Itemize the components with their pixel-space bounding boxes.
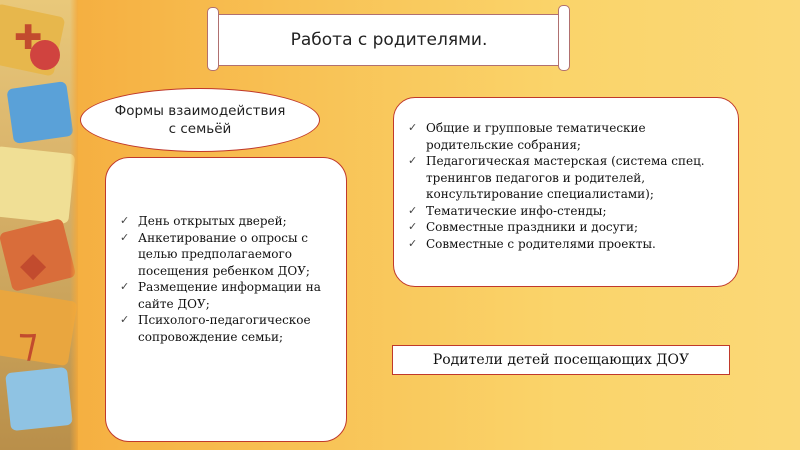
checkmark-icon: ✓ <box>120 313 130 326</box>
checkmark-icon: ✓ <box>120 214 130 227</box>
checkmark-icon: ✓ <box>408 121 418 134</box>
checkmark-icon: ✓ <box>408 203 418 217</box>
left-forms-box <box>105 157 347 442</box>
list-item-text: Тематические инфо-стенды; <box>426 203 607 218</box>
right-forms-list <box>408 120 724 252</box>
list-item <box>408 219 724 236</box>
list-item <box>408 203 724 220</box>
list-item-text: Психолого-педагогическое сопровождение семьи; <box>138 313 311 344</box>
checkmark-icon: ✓ <box>408 220 418 233</box>
forms-ellipse: Формы взаимодействия с семьёй <box>80 88 320 152</box>
slide-title: Работа с родителями. <box>290 30 488 50</box>
list-item <box>120 312 328 345</box>
checkmark-icon: ✓ <box>120 280 130 293</box>
list-item <box>408 153 724 203</box>
list-item-text: Размещение информации на сайте ДОУ; <box>138 280 321 311</box>
list-item <box>408 120 724 153</box>
list-item <box>120 279 328 312</box>
list-item <box>120 213 328 230</box>
list-item-text: Совместные праздники и досуги; <box>426 220 639 234</box>
cross-icon: ✚ <box>14 18 43 58</box>
parents-banner: Родители детей посещающих ДОУ <box>392 345 730 375</box>
checkmark-icon: ✓ <box>120 230 130 244</box>
decorative-blocks-image <box>0 0 78 450</box>
list-item-text: Педагогическая мастерская (система спец. тренингов педагогов и родителей, консультирование специалистами); <box>426 154 705 201</box>
list-item <box>120 230 328 280</box>
checkmark-icon: ✓ <box>408 236 418 250</box>
list-item <box>408 236 724 253</box>
list-item-text: Общие и групповые тематические родительские собрания; <box>426 121 646 152</box>
list-item-text: День открытых дверей; <box>138 214 287 228</box>
left-forms-list <box>120 213 328 345</box>
title-scroll <box>212 14 566 66</box>
list-item-text: Анкетирование о опросы с целью предполагаемого посещения ребенком ДОУ; <box>138 230 310 278</box>
seven-glyph-icon: ⁊ <box>18 320 38 366</box>
checkmark-icon: ✓ <box>408 154 418 167</box>
list-item-text: Совместные с родителями проекты. <box>426 236 656 251</box>
shape-icon: ◆ <box>20 245 47 285</box>
right-forms-box <box>393 97 739 287</box>
